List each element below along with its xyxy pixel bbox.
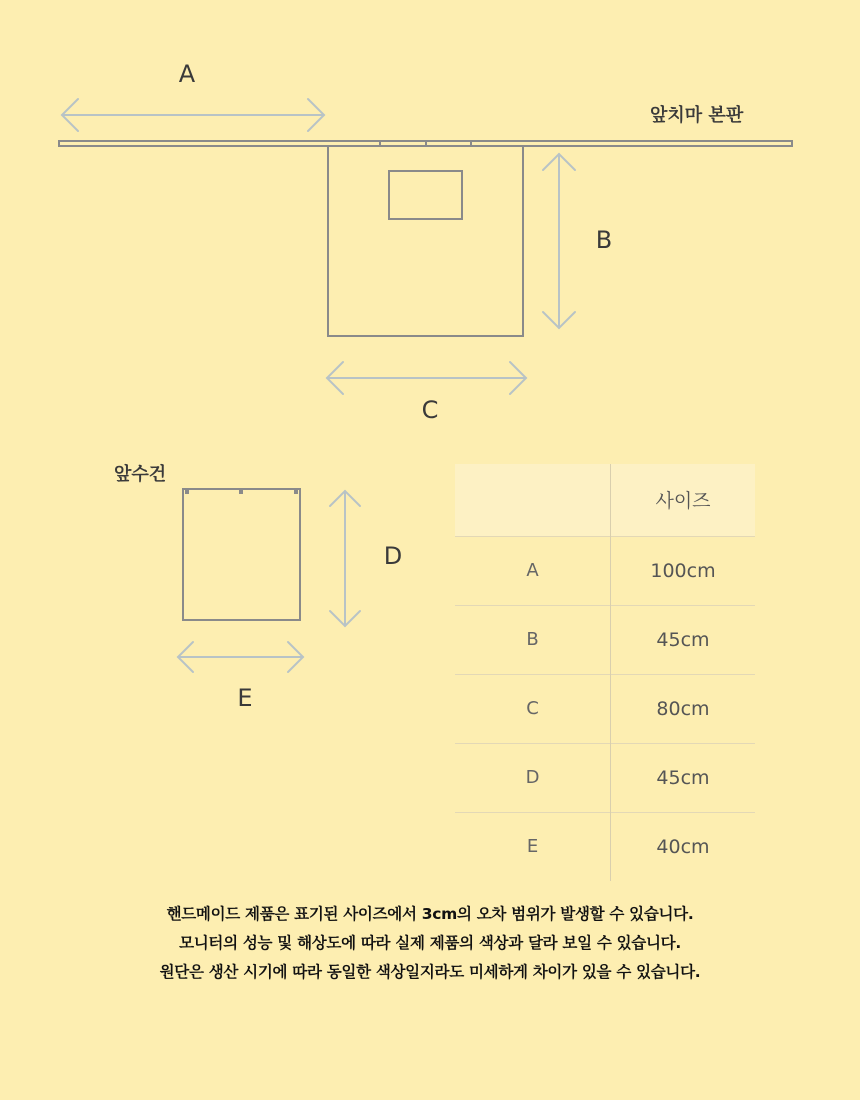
label-c: C — [421, 396, 439, 424]
notice-text — [0, 900, 860, 987]
towel-buttons — [185, 490, 298, 494]
row-key: E — [455, 812, 611, 881]
size-table-header — [455, 464, 755, 536]
table-row — [455, 812, 755, 881]
arrow-e — [178, 642, 303, 672]
label-e: E — [237, 684, 253, 712]
row-key: D — [455, 743, 611, 812]
header-size: 사이즈 — [655, 490, 711, 513]
table-row — [455, 674, 755, 743]
row-key: A — [455, 536, 611, 605]
row-key: B — [455, 605, 611, 674]
row-key: C — [455, 674, 611, 743]
arrow-c — [327, 362, 526, 394]
table-row — [455, 743, 755, 812]
notice-line: 모니터의 성능 및 해상도에 따라 실제 제품의 색상과 달라 보일 수 있습니다. — [179, 934, 681, 952]
size-table — [455, 464, 755, 881]
arrow-b — [543, 154, 575, 328]
notice-line: 원단은 생산 시기에 따라 동일한 색상일지라도 미세하게 차이가 있을 수 있습니다. — [159, 963, 701, 981]
apron-pocket — [389, 171, 462, 219]
arrow-d — [330, 491, 360, 626]
row-value: 40cm — [656, 835, 710, 858]
header-key — [455, 464, 611, 536]
row-value: 45cm — [656, 766, 710, 789]
label-b: B — [595, 226, 613, 254]
towel-panel — [183, 489, 300, 620]
arrow-a — [62, 99, 324, 131]
label-a: A — [178, 60, 196, 88]
notice-line: 핸드메이드 제품은 표기된 사이즈에서 3cm의 오차 범위가 발생할 수 있습니다. — [166, 905, 694, 923]
row-value: 80cm — [656, 697, 710, 720]
label-towel: 앞수건 — [114, 464, 167, 485]
label-d: D — [383, 542, 403, 570]
label-apron-body: 앞치마 본판 — [650, 105, 744, 126]
apron-body-panel — [328, 146, 523, 336]
row-value: 100cm — [650, 559, 716, 582]
table-row — [455, 536, 755, 605]
row-value: 45cm — [656, 628, 710, 651]
table-row — [455, 605, 755, 674]
